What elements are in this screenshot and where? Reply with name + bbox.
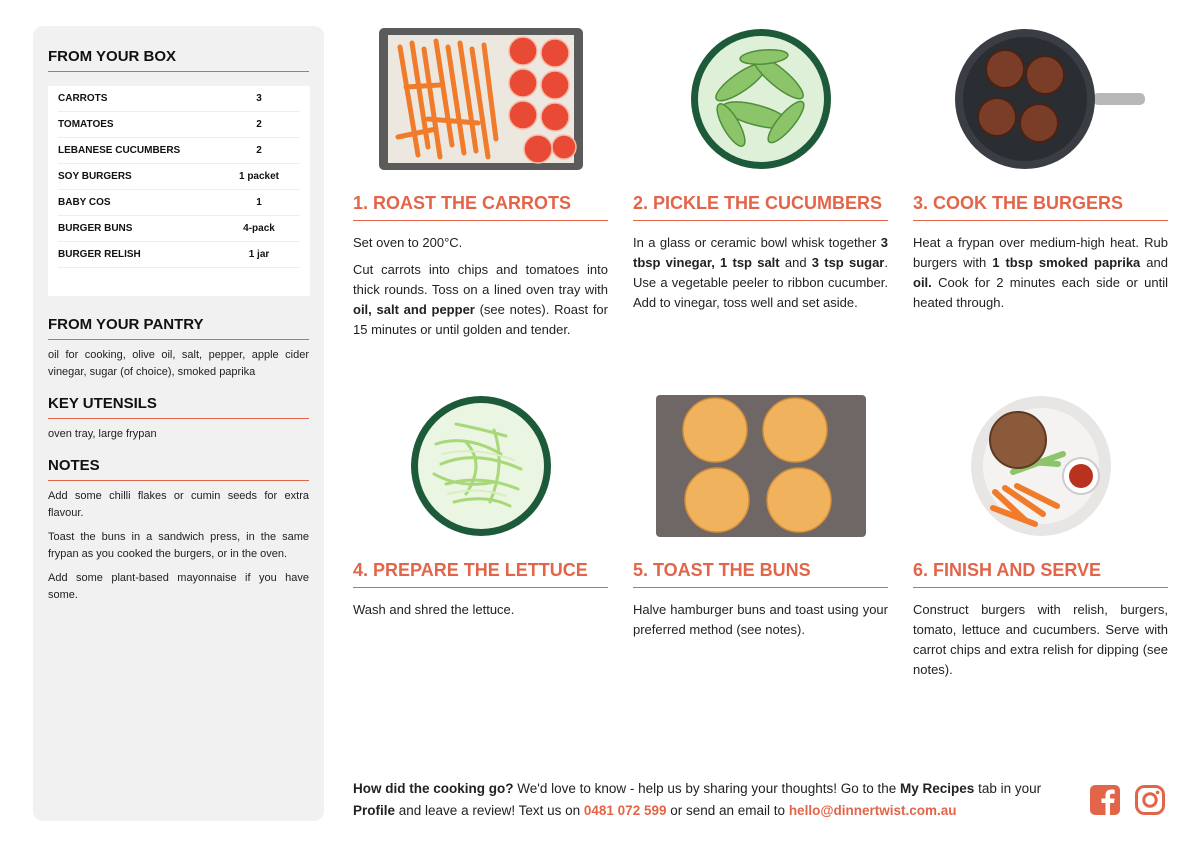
- facebook-icon[interactable]: [1089, 784, 1121, 821]
- footer-text: tab in your: [974, 781, 1042, 796]
- step-text: Wash and shred the lettuce.: [353, 602, 515, 617]
- ingredient-name: BURGER RELISH: [58, 249, 141, 260]
- step-2-photo: [633, 26, 888, 171]
- step-3-body: [913, 233, 1168, 313]
- step-text: Cook for 2 minutes each side or until heated through.: [913, 275, 1168, 310]
- step-text: and: [779, 255, 812, 270]
- step-text: Cut carrots into chips and tomatoes into thick rounds. Toss on a lined oven tray with: [353, 262, 608, 297]
- footer-text: We'd love to know - help us by sharing your thoughts! Go to the: [513, 781, 901, 796]
- utensils-text: oven tray, large frypan: [48, 428, 157, 440]
- utensils-section: [48, 395, 309, 443]
- feedback-footer: [353, 778, 1078, 822]
- pantry-heading: FROM YOUR PANTRY: [48, 316, 309, 340]
- ingredients-sidebar: [33, 26, 324, 821]
- step-2-title: 2. PICKLE THE CUCUMBERS: [633, 193, 888, 221]
- step-5-body: [633, 600, 888, 640]
- bold-ingredient: oil.: [913, 275, 932, 290]
- box-ingredients-table: [48, 86, 310, 296]
- footer-text: My Recipes: [900, 781, 975, 796]
- table-row: [58, 190, 300, 216]
- ingredient-qty: 1 packet: [238, 171, 280, 182]
- notes-heading: NOTES: [48, 457, 309, 481]
- step-text: and: [1140, 255, 1168, 270]
- step-2-body: [633, 233, 888, 313]
- pantry-text: oil for cooking, olive oil, salt, pepper, apple cider vinegar, sugar (of choice), smoked paprika: [48, 349, 309, 378]
- table-row: [58, 216, 300, 242]
- step-5-title: 5. TOAST THE BUNS: [633, 560, 888, 588]
- step-paragraph: [633, 233, 888, 313]
- email-link[interactable]: hello@dinnertwist.com.au: [788, 803, 957, 818]
- instagram-icon[interactable]: [1134, 784, 1166, 821]
- ingredient-name: BURGER BUNS: [58, 223, 133, 234]
- step-text: In a glass or ceramic bowl whisk together: [633, 235, 881, 250]
- ingredient-qty: 1: [256, 197, 262, 208]
- bold-ingredient: 1 tbsp smoked paprika: [992, 255, 1141, 270]
- step-6-photo: [913, 393, 1168, 538]
- step-4: [353, 393, 608, 627]
- step-3-photo: [913, 26, 1168, 171]
- step-text: Halve hamburger buns and toast using your preferred method (see notes).: [633, 602, 888, 637]
- table-row: [58, 138, 300, 164]
- step-1-title: 1. ROAST THE CARROTS: [353, 193, 608, 221]
- step-text: Heat a frypan over medium-high heat. Rub burgers with: [913, 235, 1168, 270]
- step-paragraph: [353, 233, 608, 253]
- step-5: [633, 393, 888, 647]
- step-6-title: 6. FINISH AND SERVE: [913, 560, 1168, 588]
- ingredient-qty: 3: [256, 93, 262, 104]
- bold-ingredient: 3 tsp sugar: [811, 255, 885, 270]
- ingredient-qty: 4-pack: [243, 223, 275, 234]
- table-row: [58, 86, 300, 112]
- note-item: Add some chilli flakes or cumin seeds for extra flavour.: [48, 490, 309, 519]
- step-1-body: [353, 233, 608, 340]
- ingredient-name: BABY COS: [58, 197, 111, 208]
- step-4-title: 4. PREPARE THE LETTUCE: [353, 560, 608, 588]
- bold-ingredient: 3 tbsp vinegar, 1 tsp salt: [633, 235, 888, 270]
- step-text: Construct burgers with relish, burgers, tomato, lettuce and cucumbers. Serve with carrot chips and extra relish for dipping (see notes).: [913, 602, 1168, 677]
- step-paragraph: [353, 600, 608, 620]
- footer-text: or send an email to: [666, 803, 789, 818]
- table-row: [58, 164, 300, 190]
- ingredient-name: CARROTS: [58, 93, 108, 104]
- step-paragraph: [633, 600, 888, 640]
- pantry-section: [48, 316, 309, 381]
- table-row: [58, 242, 300, 268]
- step-4-photo: [353, 393, 608, 538]
- step-text: (see notes). Roast for 15 minutes or until golden and tender.: [353, 302, 608, 337]
- social-links: [1089, 784, 1166, 821]
- ingredient-name: TOMATOES: [58, 119, 114, 130]
- utensils-heading: KEY UTENSILS: [48, 395, 309, 419]
- ingredient-qty: 1 jar: [248, 249, 270, 260]
- ingredient-name: SOY BURGERS: [58, 171, 132, 182]
- step-1-photo: [353, 26, 608, 171]
- step-6: [913, 393, 1168, 687]
- footer-text: How did the cooking go?: [353, 781, 514, 796]
- step-4-body: [353, 600, 608, 620]
- step-1: [353, 26, 608, 347]
- step-text: Set oven to 200°C.: [353, 235, 463, 250]
- step-5-photo: [633, 393, 888, 538]
- phone-link[interactable]: 0481 072 599: [583, 803, 667, 818]
- footer-text: and leave a review! Text us on: [395, 803, 584, 818]
- ingredient-qty: 2: [256, 119, 262, 130]
- note-item: Add some plant-based mayonnaise if you have some.: [48, 572, 309, 601]
- ingredient-qty: 2: [256, 145, 262, 156]
- step-paragraph: [353, 260, 608, 340]
- step-paragraph: [913, 600, 1168, 680]
- notes-section: [48, 457, 309, 604]
- step-3-title: 3. COOK THE BURGERS: [913, 193, 1168, 221]
- step-text: . Use a vegetable peeler to ribbon cucumber. Add to vinegar, toss well and set aside.: [633, 255, 888, 310]
- note-item: Toast the buns in a sandwich press, in the same frypan as you cooked the burgers, or in the oven.: [48, 531, 309, 560]
- step-2: [633, 26, 888, 320]
- ingredient-name: LEBANESE CUCUMBERS: [58, 145, 181, 156]
- step-6-body: [913, 600, 1168, 680]
- table-row: [58, 112, 300, 138]
- box-heading: FROM YOUR BOX: [48, 48, 309, 72]
- step-3: [913, 26, 1168, 320]
- step-paragraph: [913, 233, 1168, 313]
- bold-ingredient: oil, salt and pepper: [353, 302, 475, 317]
- footer-text: Profile: [353, 803, 396, 818]
